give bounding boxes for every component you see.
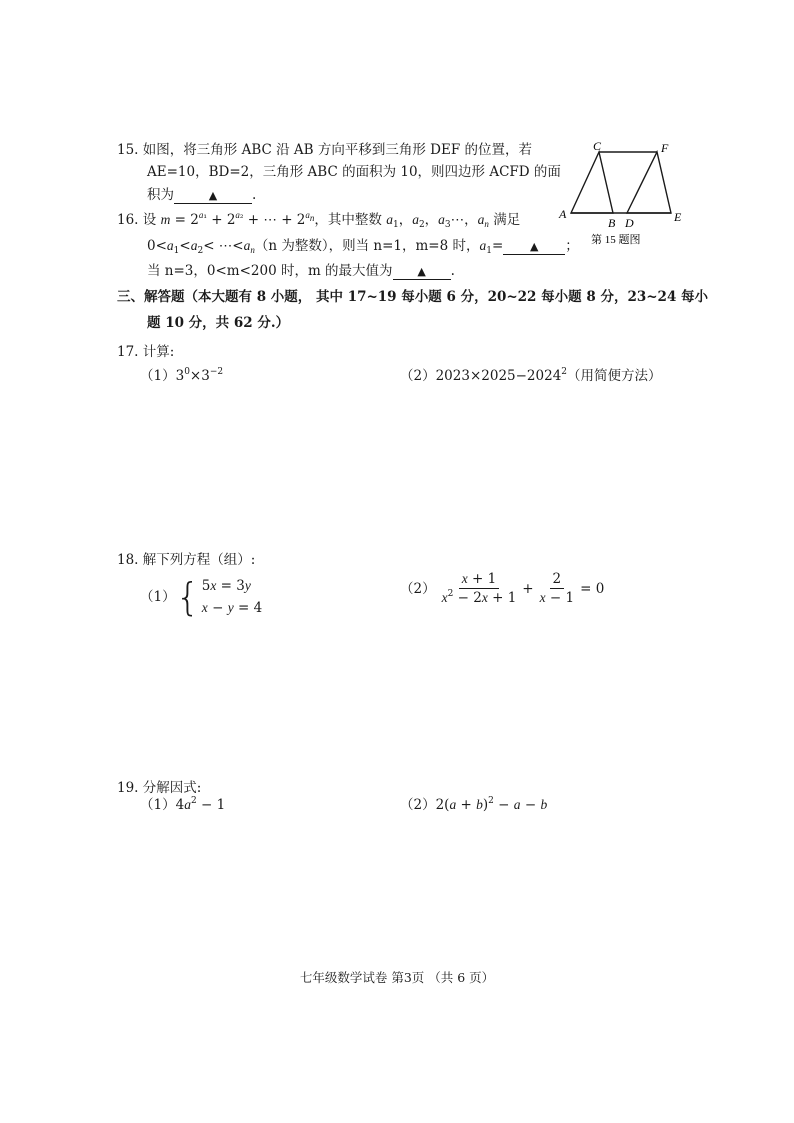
question-18-part-1: （1） { 5x = 3y x − y = 4	[140, 575, 263, 619]
question-19-part-2: $(2)2(a + b)^2 - a - b$	[400, 796, 548, 813]
question-19-title: 19. 分解因式:	[117, 780, 202, 796]
question-17-title: 17. 计算:	[117, 344, 175, 360]
label-b: B	[608, 216, 616, 230]
triangle-abc	[571, 152, 613, 213]
answer-blank[interactable]: ▲	[174, 187, 252, 204]
question-19-part-1: $(1)4a^2 - 1$	[140, 796, 226, 813]
question-17-part-2: $(2)2023\times 2025-2024^2$（用简便方法）	[400, 367, 662, 384]
section-3-heading: 三、解答题（本大题有 8 小题， 其中 17~19 每小题 6 分，20~22 每小题 8 分，23~24 每小	[117, 289, 709, 305]
triangle-def	[627, 152, 671, 213]
question-16: 16. 设 $m = 2^{a_1} + 2^{a_2}$ + ⋯ + $2^{a_n}$，其中整数 $a_1$，$a_2$，$a_3\cdots$，$a_n$ 满足	[117, 210, 521, 230]
label-a: A	[559, 207, 567, 221]
answer-blank-1[interactable]: ▲	[503, 238, 565, 255]
question-16-line2: $0<a_1<a_2<$ $\cdots<a_n(n$ 为整数），则当 n=1，m=8 时，$a_1=$ ▲ ；	[147, 238, 579, 256]
question-15-line3: 积为 ▲ .	[147, 187, 257, 203]
question-number: 15.	[117, 142, 139, 158]
answer-blank-2[interactable]: ▲	[393, 263, 451, 280]
label-f: F	[661, 141, 669, 155]
label-c: C	[593, 139, 602, 153]
question-15-line2: AE=10，BD=2，三角形 ABC 的面积为 10，则四边形 ACFD 的面	[147, 164, 561, 180]
question-text: 如图，将三角形 ABC 沿 AB 方向平移到三角形 DEF 的位置，若	[142, 142, 532, 158]
question-16-line3: 当 n=3，0<m<200 时，m 的最大值为 ▲ .	[147, 263, 455, 279]
system-brace: {	[175, 575, 200, 619]
question-15	[117, 140, 532, 160]
section-3-heading-line2: 题 10 分，共 62 分.）	[147, 315, 290, 331]
page-footer: 七年级数学试卷 第3页 （共 6 页）	[299, 970, 495, 985]
question-18-title: 18. 解下列方程（组）:	[117, 552, 256, 568]
question-17-part-1: $(1)3^0\times 3^{-2}$	[140, 367, 224, 384]
question-number: 16.	[117, 212, 139, 228]
figure-caption: 第 15 题图	[591, 234, 641, 246]
label-d: D	[625, 216, 634, 230]
question-18-part-2: （2） $\frac{x + 1}{x^2 - 2x + 1}$ + $\frac{2}{x - 1}$ = 0	[400, 571, 605, 606]
figure-15-diagram	[555, 138, 695, 248]
label-e: E	[674, 210, 682, 224]
